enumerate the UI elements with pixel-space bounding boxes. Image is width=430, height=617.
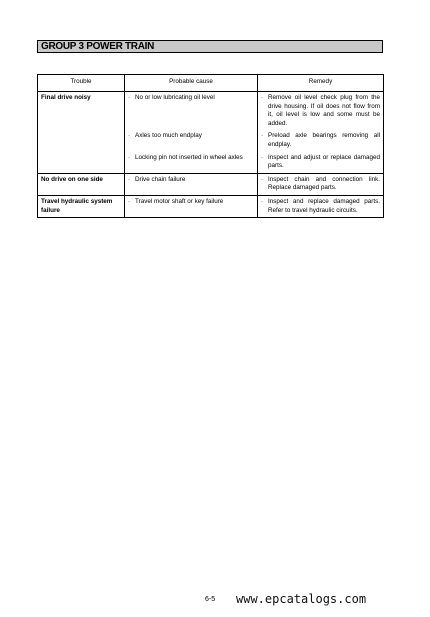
- trouble-cell: No drive on one side: [38, 173, 125, 195]
- remedy-text: Inspect and replace damaged parts. Refer to travel hydraulic circuits.: [268, 197, 380, 214]
- bullet: ·: [261, 175, 264, 183]
- page-number: 6-5: [205, 596, 216, 603]
- header-trouble: Trouble: [38, 75, 125, 92]
- cause-cell: [125, 130, 258, 151]
- header-remedy: Remedy: [258, 75, 384, 92]
- cause-text: No or low lubricating oil level: [135, 94, 215, 101]
- header-probable-cause: Probable cause: [125, 75, 258, 92]
- table-row: [38, 92, 384, 131]
- cause-text: Drive chain failure: [135, 175, 186, 183]
- trouble-table: [37, 74, 384, 218]
- bullet: ·: [261, 153, 264, 161]
- bullet: ·: [128, 197, 131, 205]
- remedy-text: Inspect chain and connection link. Replace damaged parts.: [268, 175, 380, 192]
- cause-cell: [125, 195, 258, 217]
- bullet: ·: [128, 175, 131, 183]
- cause-text: Travel motor shaft or key failure: [135, 197, 224, 205]
- remedy-cell: [258, 195, 384, 217]
- bullet: ·: [261, 94, 264, 101]
- remedy-cell: [258, 130, 384, 151]
- bullet: ·: [128, 153, 131, 161]
- bullet: ·: [128, 94, 131, 101]
- remedy-cell: [258, 152, 384, 174]
- remedy-text: Preload axle bearings removing all endplay.: [268, 132, 380, 148]
- bullet: ·: [261, 132, 264, 140]
- remedy-cell: [258, 92, 384, 131]
- watermark: www.epcatalogs.com: [236, 592, 367, 606]
- bullet: ·: [128, 132, 131, 140]
- table-row: [38, 173, 384, 195]
- remedy-text: Inspect and adjust or replace damaged parts.: [268, 153, 380, 170]
- trouble-cell: Travel hydraulic system failure: [38, 195, 125, 217]
- table-header-row: [38, 75, 384, 92]
- cause-text: Locking pin not inserted in wheel axles: [135, 153, 243, 161]
- trouble-cell: Final drive noisy: [38, 92, 125, 174]
- bullet: ·: [261, 197, 264, 205]
- cause-cell: [125, 173, 258, 195]
- cause-text: Axles too much endplay: [135, 132, 202, 140]
- remedy-text: Remove oil level check plug from the drive housing. If oil does not flow from it, oil level is low and some must be added.: [268, 94, 380, 127]
- cause-cell: [125, 152, 258, 174]
- cause-cell: [125, 92, 258, 131]
- table-row: [38, 195, 384, 217]
- group-title: GROUP 3 POWER TRAIN: [37, 40, 383, 53]
- remedy-cell: [258, 173, 384, 195]
